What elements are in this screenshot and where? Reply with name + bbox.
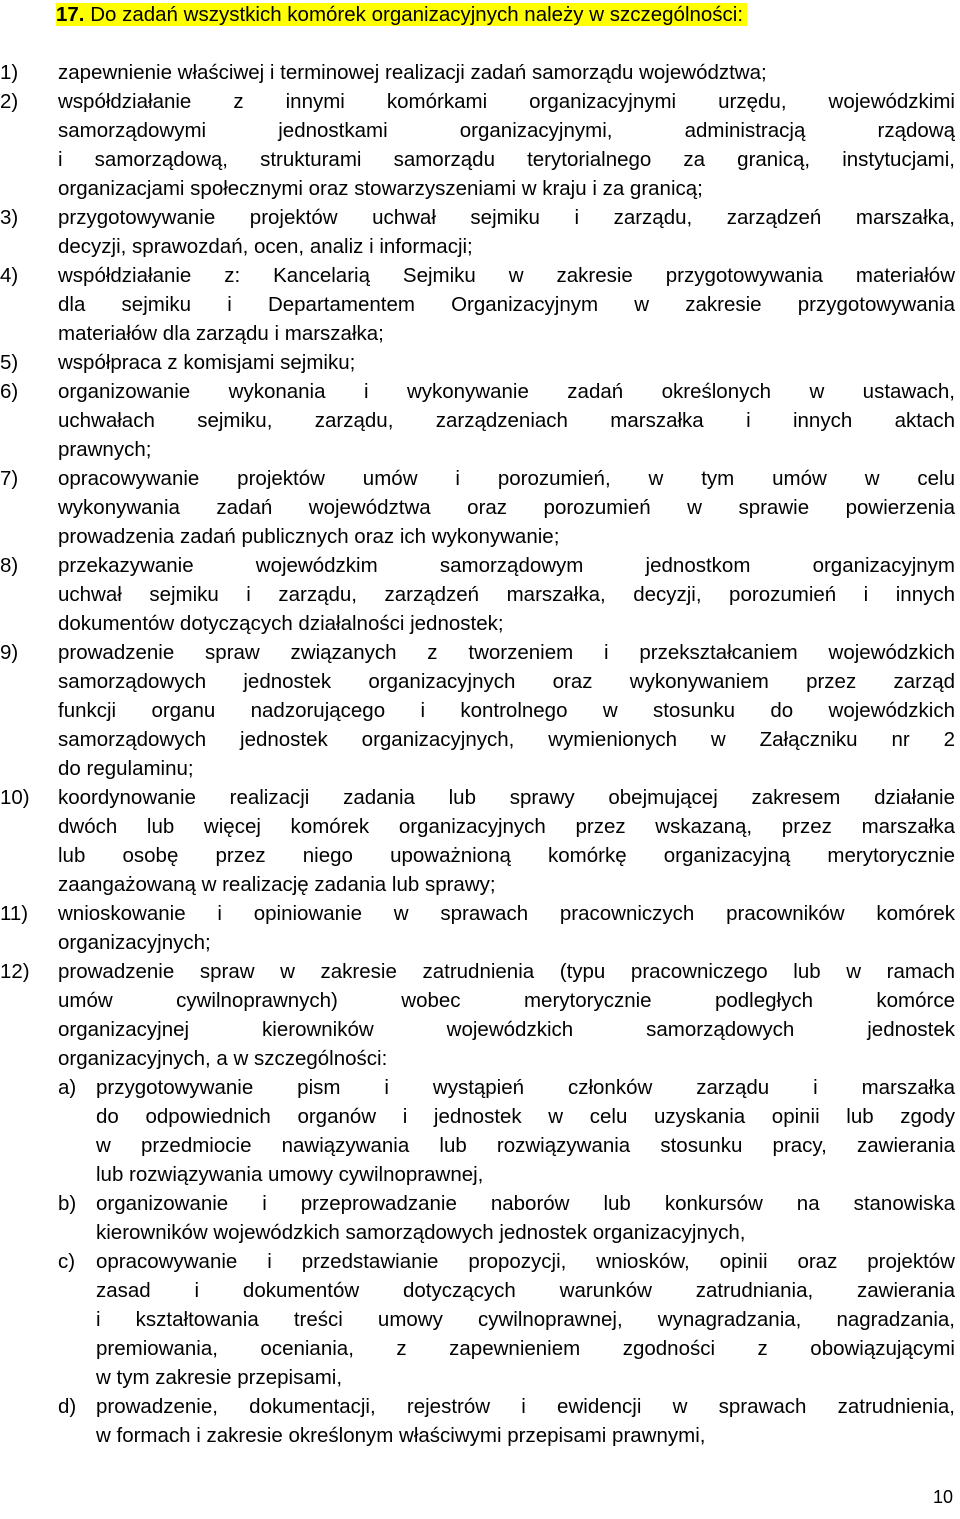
list-item-text xyxy=(58,551,955,638)
text-line: samorządowych jednostek organizacyjnych, wymienionych w Załączniku nr 2 xyxy=(58,728,955,751)
sub-list-item-marker: b) xyxy=(58,1192,77,1215)
list-item-text xyxy=(58,957,955,1073)
sub-list-item-marker: a) xyxy=(58,1076,77,1099)
list-item-marker: 12) xyxy=(0,960,30,983)
list-item xyxy=(0,551,960,638)
text-line: prawnych; xyxy=(58,438,152,461)
text-line: opracowywanie i przedstawianie propozycji, wniosków, opinii oraz projektów xyxy=(96,1250,955,1273)
sub-list-item xyxy=(0,1392,960,1450)
text-line: lub rozwiązywania umowy cywilnoprawnej, xyxy=(96,1163,484,1186)
list-item-marker: 3) xyxy=(0,206,19,229)
list-item-text xyxy=(58,203,955,261)
list-item xyxy=(0,87,960,203)
list-item xyxy=(0,638,960,783)
duties-list xyxy=(0,58,960,1450)
sub-list-item xyxy=(0,1073,960,1189)
list-item-text xyxy=(58,783,955,899)
sub-list-item-text xyxy=(96,1189,955,1247)
text-line: w tym zakresie przepisami, xyxy=(96,1366,343,1389)
list-item-marker: 1) xyxy=(0,61,19,84)
list-item xyxy=(0,783,960,899)
text-line: organizacjami społecznymi oraz stowarzyszeniami w kraju i za granicą; xyxy=(58,177,703,200)
text-line: dokumentów dotyczących działalności jednostek; xyxy=(58,612,504,635)
section-number: 17. xyxy=(56,3,85,26)
text-line: prowadzenie, dokumentacji, rejestrów i ewidencji w sprawach zatrudnienia, xyxy=(96,1395,955,1418)
text-line: koordynowanie realizacji zadania lub sprawy obejmującej zakresem działanie xyxy=(58,786,955,809)
section-title: Do zadań wszystkich komórek organizacyjnych należy w szczególności: xyxy=(90,3,744,26)
text-line: materiałów dla zarządu i marszałka; xyxy=(58,322,384,345)
list-item xyxy=(0,957,960,1073)
list-item xyxy=(0,58,960,87)
text-line: współpraca z komisjami sejmiku; xyxy=(58,351,356,374)
text-line: przygotowywanie projektów uchwał sejmiku i zarządu, zarządzeń marszałka, xyxy=(58,206,955,229)
list-item-marker: 5) xyxy=(0,351,19,374)
sub-list-item xyxy=(0,1247,960,1392)
list-item-marker: 2) xyxy=(0,90,19,113)
text-line: umów cywilnoprawnych) wobec merytorycznie podległych komórce xyxy=(58,989,955,1012)
list-item-text xyxy=(58,638,955,783)
text-line: samorządowymi jednostkami organizacyjnymi, administracją rządową xyxy=(58,119,955,142)
text-line: kierowników wojewódzkich samorządowych jednostek organizacyjnych, xyxy=(96,1221,746,1244)
list-item-marker: 4) xyxy=(0,264,19,287)
page-number: 10 xyxy=(932,1487,953,1507)
text-line: organizacyjnej kierowników wojewódzkich samorządowych jednostek xyxy=(58,1018,955,1041)
text-line: i samorządową, strukturami samorządu terytorialnego za granicą, instytucjami, xyxy=(58,148,955,171)
text-line: współdziałanie z innymi komórkami organizacyjnymi urzędu, wojewódzkimi xyxy=(58,90,955,113)
sub-list-item-marker: d) xyxy=(58,1395,77,1418)
list-item-marker: 6) xyxy=(0,380,19,403)
list-item xyxy=(0,348,960,377)
text-line: współdziałanie z: Kancelarią Sejmiku w zakresie przygotowywania materiałów xyxy=(58,264,955,287)
text-line: lub osobę przez niego upoważnioną komórkę organizacyjną merytorycznie xyxy=(58,844,955,867)
text-line: do regulaminu; xyxy=(58,757,194,780)
text-line: wnioskowanie i opiniowanie w sprawach pracowniczych pracowników komórek xyxy=(58,902,955,925)
text-line: prowadzenia zadań publicznych oraz ich wykonywanie; xyxy=(58,525,560,548)
text-line: dla sejmiku i Departamentem Organizacyjnym w zakresie przygotowywania xyxy=(58,293,955,316)
text-line: organizowanie i przeprowadzanie naborów lub konkursów na stanowiska xyxy=(96,1192,955,1215)
list-item xyxy=(0,377,960,464)
list-item-marker: 10) xyxy=(0,786,30,809)
list-item-text xyxy=(58,464,955,551)
text-line: organizowanie wykonania i wykonywanie zadań określonych w ustawach, xyxy=(58,380,955,403)
text-line: funkcji organu nadzorującego i kontrolnego w stosunku do wojewódzkich xyxy=(58,699,955,722)
list-item-text xyxy=(58,377,955,464)
sub-list-item-text xyxy=(96,1073,955,1189)
text-line: premiowania, oceniania, z zapewnieniem zgodności z obowiązującymi xyxy=(96,1337,955,1360)
list-item-marker: 8) xyxy=(0,554,19,577)
list-item-marker: 11) xyxy=(0,902,29,925)
text-line: w przedmiocie nawiązywania lub rozwiązywania stosunku pracy, zawierania xyxy=(96,1134,955,1157)
list-item xyxy=(0,203,960,261)
sub-list-item-marker: c) xyxy=(58,1250,76,1273)
text-line: organizacyjnych, a w szczególności: xyxy=(58,1047,388,1070)
text-line: opracowywanie projektów umów i porozumień, w tym umów w celu xyxy=(58,467,955,490)
text-line: samorządowych jednostek organizacyjnych oraz wykonywaniem przez zarząd xyxy=(58,670,955,693)
text-line: wykonywania zadań województwa oraz porozumień w sprawie powierzenia xyxy=(58,496,955,519)
text-line: decyzji, sprawozdań, ocen, analiz i informacji; xyxy=(58,235,473,258)
text-line: prowadzenie spraw związanych z tworzeniem i przekształcaniem wojewódzkich xyxy=(58,641,955,664)
list-item-text xyxy=(58,899,955,957)
list-item xyxy=(0,261,960,348)
text-line: i kształtowania treści umowy cywilnoprawnej, wynagradzania, nagradzania, xyxy=(96,1308,955,1331)
text-line: uchwałach sejmiku, zarządu, zarządzeniach marszałka i innych aktach xyxy=(58,409,955,432)
list-item-marker: 7) xyxy=(0,467,19,490)
list-item xyxy=(0,464,960,551)
sub-list-item xyxy=(0,1189,960,1247)
list-item-text xyxy=(58,58,955,87)
heading-highlight xyxy=(56,3,747,26)
text-line: prowadzenie spraw w zakresie zatrudnienia (typu pracowniczego lub w ramach xyxy=(58,960,955,983)
text-line: zasad i dokumentów dotyczących warunków zatrudniania, zawierania xyxy=(96,1279,955,1302)
list-item-text xyxy=(58,261,955,348)
sub-list-item-text xyxy=(96,1247,955,1392)
text-line: w formach i zakresie określonym właściwymi przepisami prawnymi, xyxy=(96,1424,706,1447)
text-line: zapewnienie właściwej i terminowej realizacji zadań samorządu województwa; xyxy=(58,61,767,84)
section-heading xyxy=(56,0,951,29)
text-line: przekazywanie wojewódzkim samorządowym jednostkom organizacyjnym xyxy=(58,554,955,577)
text-line: przygotowywanie pism i wystąpień członków zarządu i marszałka xyxy=(96,1076,955,1099)
text-line: zaangażowaną w realizację zadania lub sprawy; xyxy=(58,873,496,896)
text-line: dwóch lub więcej komórek organizacyjnych przez wskazaną, przez marszałka xyxy=(58,815,955,838)
list-item-text xyxy=(58,87,955,203)
text-line: organizacyjnych; xyxy=(58,931,211,954)
list-item xyxy=(0,899,960,957)
list-item-marker: 9) xyxy=(0,641,19,664)
list-item-text xyxy=(58,348,955,377)
text-line: uchwał sejmiku i zarządu, zarządzeń marszałka, decyzji, porozumień i innych xyxy=(58,583,955,606)
sub-list-item-text xyxy=(96,1392,955,1450)
text-line: do odpowiednich organów i jednostek w celu uzyskania opinii lub zgody xyxy=(96,1105,955,1128)
